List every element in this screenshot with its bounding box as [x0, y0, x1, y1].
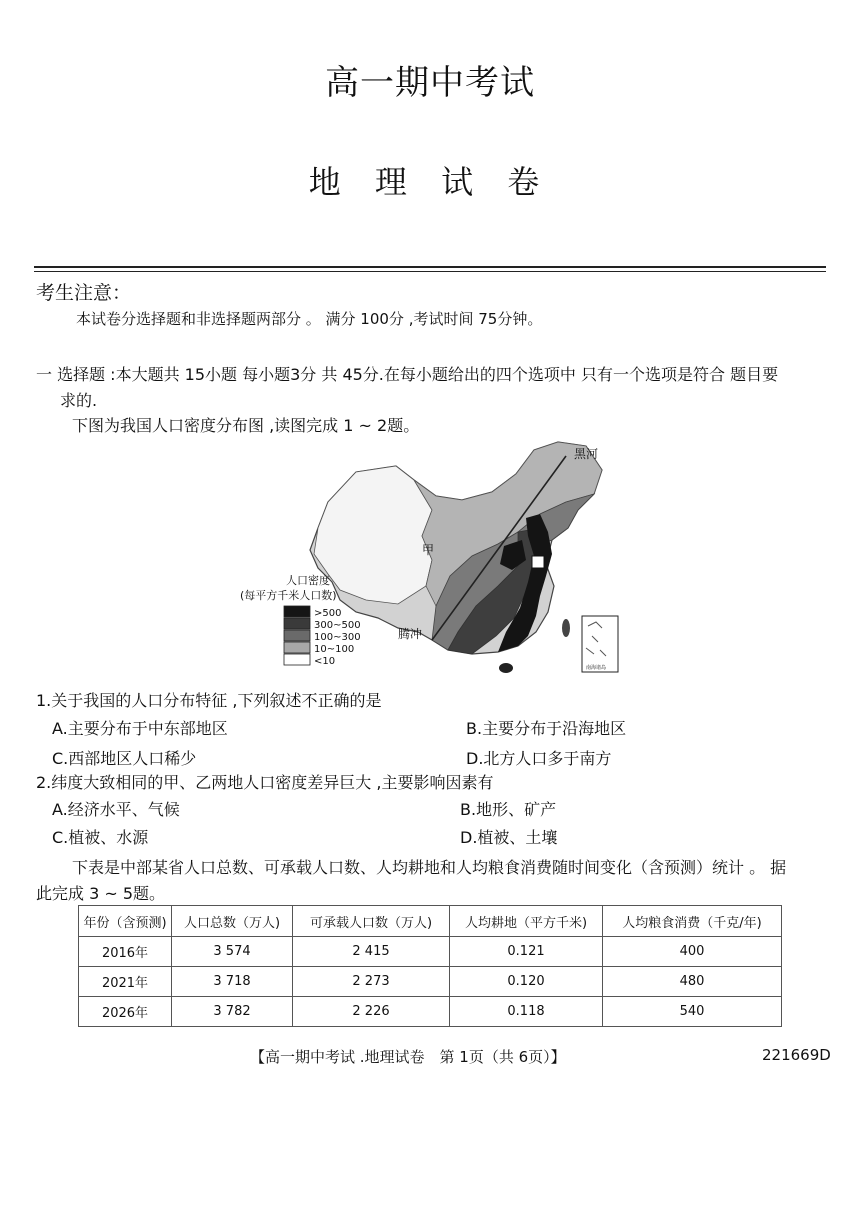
legend-swatch — [284, 654, 310, 665]
cell-year: 2026年 — [79, 997, 172, 1027]
legend-swatch — [284, 606, 310, 617]
legend-swatch — [284, 618, 310, 629]
legend-title: 人口密度 — [286, 574, 330, 587]
question-2-option-a: A.经济水平、气候 — [52, 800, 180, 819]
exam-title: 高一期中考试 — [325, 63, 535, 103]
cell-capacity: 2 415 — [293, 937, 450, 967]
notice-heading: 考生注意： — [36, 282, 132, 304]
cell-grain: 400 — [603, 937, 782, 967]
statistics-table — [78, 905, 782, 1027]
legend-label: >500 — [314, 608, 342, 619]
col-header-population: 人口总数（万人) — [172, 906, 293, 937]
cell-grain: 540 — [603, 997, 782, 1027]
question-1-stem: 1.关于我国的人口分布特征 ,下列叙述不正确的是 — [36, 691, 382, 710]
cell-year: 2016年 — [79, 937, 172, 967]
question-2-option-c: C.植被、水源 — [52, 828, 149, 847]
taiwan-island — [562, 619, 570, 637]
divider-thin — [34, 271, 826, 272]
table-header-row — [79, 906, 782, 937]
inset-label: 南海诸岛 — [586, 665, 607, 671]
cell-grain: 480 — [603, 967, 782, 997]
question-1-option-b: B.主要分布于沿海地区 — [466, 719, 627, 738]
label-jia: 甲 — [422, 543, 435, 557]
label-tengchong: 腾冲 — [398, 627, 423, 641]
exam-subtitle: 地 理 试 卷 — [308, 163, 552, 201]
section1-instructions: 一 选择题 :本大题共 15小题 每小题3分 共 45分.在每小题给出的四个选项中 只有一个选项是符合 题目要 — [36, 365, 779, 384]
cell-farmland: 0.120 — [450, 967, 603, 997]
question-1-option-d: D.北方人口多于南方 — [466, 749, 612, 768]
hainan-island — [499, 663, 513, 673]
cell-population: 3 782 — [172, 997, 293, 1027]
table-row — [79, 937, 782, 967]
legend-label: 100~300 — [314, 632, 361, 643]
col-header-grain: 人均粮食消费（千克/年) — [603, 906, 782, 937]
marker-yi-box — [532, 556, 544, 568]
page-footer: 【高一期中考试 .地理试卷 第 1页（共 6页）】 — [250, 1048, 566, 1066]
table-row — [79, 967, 782, 997]
question-2-option-d: D.植被、土壤 — [460, 828, 558, 847]
cell-farmland: 0.121 — [450, 937, 603, 967]
legend-label: 300~500 — [314, 620, 361, 631]
col-header-year: 年份（含预测) — [79, 906, 172, 937]
table-intro: 下表是中部某省人口总数、可承载人口数、人均耕地和人均粮食消费随时间变化（含预测）统计 。 据 — [72, 858, 787, 877]
label-heihe: 黑河 — [574, 447, 599, 461]
legend-label: <10 — [314, 656, 336, 667]
question-2-option-b: B.地形、矿产 — [460, 800, 557, 819]
cell-capacity: 2 226 — [293, 997, 450, 1027]
table-row — [79, 997, 782, 1027]
region-under-10 — [314, 466, 435, 604]
notice-body: 本试卷分选择题和非选择题两部分 。 满分 100分 ,考试时间 75分钟。 — [76, 310, 543, 328]
cell-farmland: 0.118 — [450, 997, 603, 1027]
legend-label: 10~100 — [314, 644, 355, 655]
south-china-sea-inset — [582, 616, 618, 672]
cell-year: 2021年 — [79, 967, 172, 997]
col-header-farmland: 人均耕地（平方千米) — [450, 906, 603, 937]
legend-swatch — [284, 642, 310, 653]
divider-thick — [34, 266, 826, 268]
section1-instructions-cont: 求的. — [60, 391, 98, 410]
exam-code: 221669D — [762, 1046, 831, 1064]
cell-population: 3 718 — [172, 967, 293, 997]
question-2-stem: 2.纬度大致相同的甲、乙两地人口密度差异巨大 ,主要影响因素有 — [36, 773, 494, 792]
question-1-option-c: C.西部地区人口稀少 — [52, 749, 197, 768]
legend-items — [284, 606, 361, 667]
question-1-option-a: A.主要分布于中东部地区 — [52, 719, 228, 738]
cell-capacity: 2 273 — [293, 967, 450, 997]
cell-population: 3 574 — [172, 937, 293, 967]
population-density-map — [236, 436, 622, 678]
map-intro: 下图为我国人口密度分布图 ,读图完成 1 ~ 2题。 — [72, 416, 420, 435]
table-intro-cont: 此完成 3 ~ 5题。 — [36, 884, 166, 903]
legend-swatch — [284, 630, 310, 641]
legend-subtitle: (每平方千米人口数) — [240, 589, 337, 602]
col-header-capacity: 可承载人口数（万人) — [293, 906, 450, 937]
